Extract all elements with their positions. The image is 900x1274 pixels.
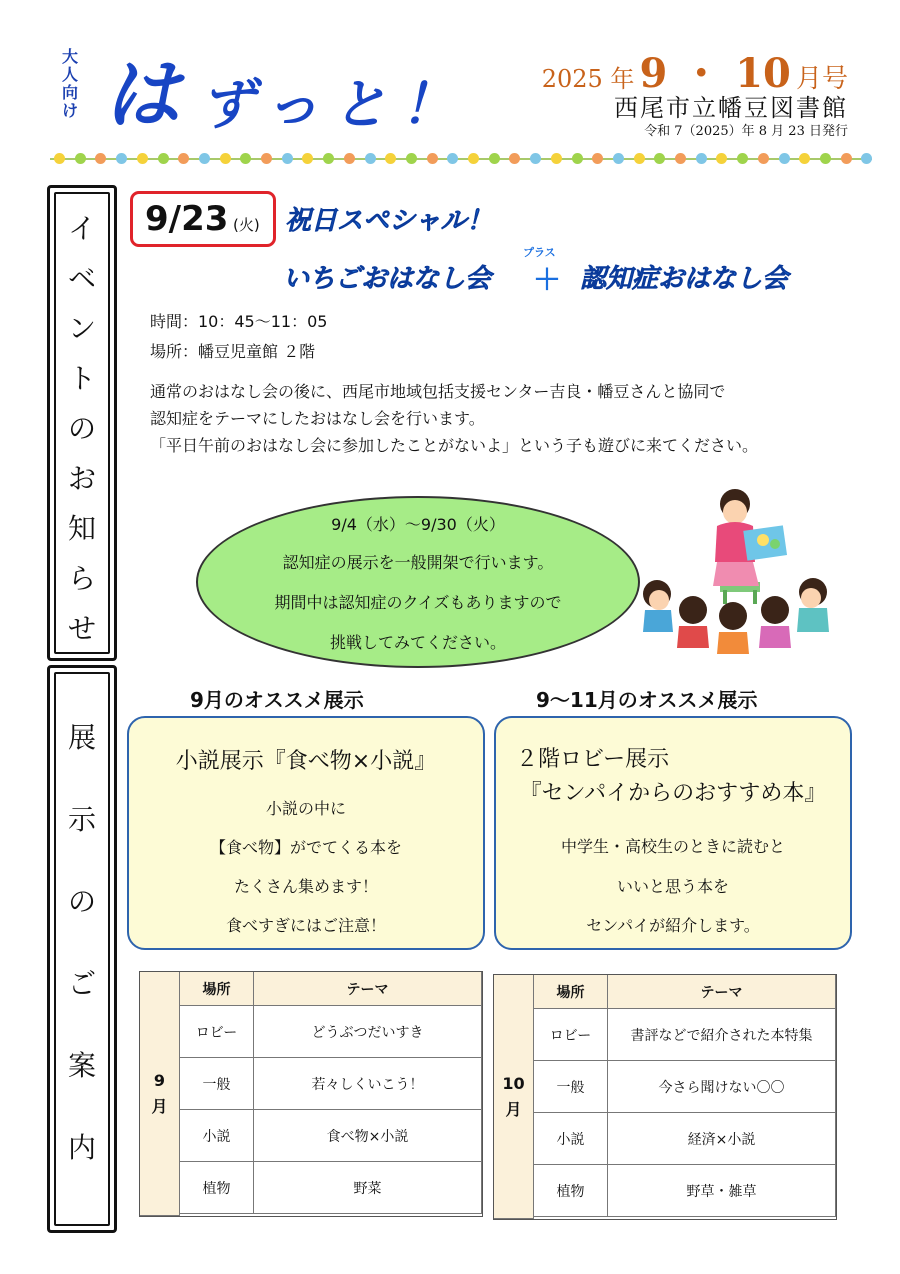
side-label-char: イ xyxy=(67,212,96,245)
side-label-char: の xyxy=(67,412,96,445)
month-unit: 月 xyxy=(505,1099,522,1119)
events-side-label xyxy=(47,185,117,661)
newsletter-title-first: は xyxy=(104,50,180,139)
novel-exhibit-card xyxy=(127,716,485,950)
divider-dot xyxy=(572,153,583,164)
dotted-divider xyxy=(50,152,872,166)
exhibits-side-label xyxy=(47,665,117,1233)
header-theme: テーマ xyxy=(254,972,482,1006)
issue-month: 9 ・ 10 xyxy=(639,50,791,97)
table-cell-theme: 今さら聞けない〇〇 xyxy=(608,1061,836,1113)
side-label-char: ベ xyxy=(67,262,96,295)
publish-date: 令和 7（2025）年 8 月 23 日発行 xyxy=(644,124,848,139)
divider-dot xyxy=(54,153,65,164)
plus-sign: ＋ xyxy=(533,263,562,296)
event-title-ichigo: いちごおはなし会 xyxy=(283,264,492,294)
divider-dot xyxy=(634,153,645,164)
event-description-line: 「平日午前のおはなし会に参加したことがないよ」という子も遊びに来てください。 xyxy=(150,436,759,455)
september-theme-table xyxy=(139,971,483,1217)
divider-dot xyxy=(302,153,313,164)
divider-dot xyxy=(696,153,707,164)
table-cell-place: 小説 xyxy=(180,1110,254,1162)
card-line: いいと思う本を xyxy=(616,877,729,896)
event-description-line: 認知症をテーマにしたおはなし会を行います。 xyxy=(150,409,485,428)
table-cell-theme: 食べ物×小説 xyxy=(254,1110,482,1162)
issue-year: 2025 年 xyxy=(541,65,635,93)
display-line: 期間中は認知症のクイズもありますので xyxy=(274,593,562,612)
month-label xyxy=(494,975,534,1219)
divider-dot xyxy=(489,153,500,164)
side-label-char: 内 xyxy=(67,1131,96,1164)
divider-dot xyxy=(613,153,624,164)
divider-dot xyxy=(406,153,417,164)
month-unit: 月 xyxy=(151,1096,168,1116)
divider-dot xyxy=(344,153,355,164)
divider-dot xyxy=(137,153,148,164)
divider-dot xyxy=(447,153,458,164)
divider-dot xyxy=(716,153,727,164)
table-cell-place: 植物 xyxy=(180,1162,254,1214)
display-period: 9/4（水）～9/30（火） xyxy=(331,515,505,534)
lobby-exhibit-card xyxy=(494,716,852,950)
side-label-char: 知 xyxy=(67,512,96,545)
card-subtitle: 『センパイからのおすすめ本』 xyxy=(519,781,827,806)
divider-dot xyxy=(779,153,790,164)
divider-dot xyxy=(220,153,231,164)
table-cell-theme: 若々しくいこう！ xyxy=(254,1058,482,1110)
table-cell-theme: 書評などで紹介された本特集 xyxy=(608,1009,836,1061)
month-number: 9 xyxy=(153,1070,166,1090)
table-cell-theme: 野菜 xyxy=(254,1162,482,1214)
divider-dot xyxy=(261,153,272,164)
divider-dot xyxy=(799,153,810,164)
table-cell-place: ロビー xyxy=(534,1009,608,1061)
divider-dot xyxy=(675,153,686,164)
sept-exhibit-heading: 9月のオススメ展示 xyxy=(190,688,364,712)
divider-dot xyxy=(758,153,769,164)
display-line: 認知症の展示を一般開架で行います。 xyxy=(282,553,554,572)
divider-dot xyxy=(820,153,831,164)
autumn-exhibit-heading: 9～11月のオススメ展示 xyxy=(536,688,758,712)
divider-dot xyxy=(75,153,86,164)
divider-dot xyxy=(468,153,479,164)
side-label-char: お xyxy=(67,462,96,495)
card-line: たくさん集めます！ xyxy=(233,877,378,896)
library-name: 西尾市立幡豆図書館 xyxy=(614,94,848,122)
divider-dot xyxy=(116,153,127,164)
side-label-char: 展 xyxy=(67,721,96,754)
event-weekday: (火) xyxy=(233,216,260,234)
event-headline: 祝日スペシャル！ xyxy=(285,206,493,236)
event-description-line: 通常のおはなし会の後に、西尾市地域包括支援センター吉良・幡豆さんと協同で xyxy=(150,382,726,401)
divider-dot xyxy=(240,153,251,164)
side-label-char: の xyxy=(67,885,96,918)
event-time: 時間：10：45～11：05 xyxy=(150,312,328,331)
table-cell-place: ロビー xyxy=(180,1006,254,1058)
card-line: 【食べ物】がでてくる本を xyxy=(209,838,402,857)
card-line: センパイが紹介します。 xyxy=(586,916,760,935)
card-line: 中学生・高校生のときに読むと xyxy=(560,837,785,856)
table-cell-place: 一般 xyxy=(180,1058,254,1110)
header-place: 場所 xyxy=(180,972,254,1006)
table-cell-place: 一般 xyxy=(534,1061,608,1113)
card-title: 小説展示『食べ物×小説』 xyxy=(175,749,437,774)
teacher-figure xyxy=(713,489,787,604)
divider-dot xyxy=(861,153,872,164)
event-title-ninchi: 認知症おはなし会 xyxy=(580,264,789,294)
audience-label: 大人向け xyxy=(61,47,78,120)
issue-suffix: 月号 xyxy=(795,64,848,94)
october-theme-table xyxy=(493,974,837,1220)
divider-dot xyxy=(199,153,210,164)
divider-dot xyxy=(282,153,293,164)
month-number: 10 xyxy=(502,1073,525,1093)
divider-dot xyxy=(323,153,334,164)
table-cell-place: 小説 xyxy=(534,1113,608,1165)
display-line: 挑戦してみてください。 xyxy=(329,633,506,652)
card-line: 食べすぎにはご注意！ xyxy=(225,916,386,935)
divider-dot xyxy=(95,153,106,164)
divider-dot xyxy=(551,153,562,164)
divider-dot xyxy=(737,153,748,164)
table-cell-theme: どうぶつだいすき xyxy=(254,1006,482,1058)
card-line: 小説の中に xyxy=(265,799,346,818)
side-label-char: ン xyxy=(67,312,96,345)
side-label-char: ト xyxy=(67,362,96,395)
divider-dot xyxy=(427,153,438,164)
divider-dot xyxy=(654,153,665,164)
side-label-char: 示 xyxy=(67,803,96,836)
newsletter-title-rest: ずっと！ xyxy=(200,73,469,136)
table-cell-place: 植物 xyxy=(534,1165,608,1217)
divider-dot xyxy=(530,153,541,164)
divider-dot xyxy=(365,153,376,164)
divider-dot xyxy=(509,153,520,164)
side-label-char: 案 xyxy=(67,1049,96,1082)
divider-dot xyxy=(385,153,396,164)
header-theme: テーマ xyxy=(608,975,836,1009)
side-label-char: せ xyxy=(67,612,96,645)
month-label xyxy=(140,972,180,1216)
event-date: 9/23 xyxy=(145,199,229,239)
plus-ruby: プラス xyxy=(523,246,556,259)
side-label-char: ら xyxy=(67,562,96,595)
divider-dot xyxy=(178,153,189,164)
divider-dot xyxy=(592,153,603,164)
table-cell-theme: 経済×小説 xyxy=(608,1113,836,1165)
divider-dot xyxy=(158,153,169,164)
display-notice-ellipse xyxy=(196,496,640,668)
table-cell-theme: 野草・雑草 xyxy=(608,1165,836,1217)
card-title: ２階ロビー展示 xyxy=(516,747,670,772)
event-place: 場所：幡豆児童館 ２階 xyxy=(150,342,316,361)
header-place: 場所 xyxy=(534,975,608,1009)
side-label-char: ご xyxy=(67,967,96,1000)
event-date-box xyxy=(130,191,276,247)
storytime-illustration xyxy=(635,482,845,672)
event-description xyxy=(150,378,758,459)
divider-dot xyxy=(841,153,852,164)
